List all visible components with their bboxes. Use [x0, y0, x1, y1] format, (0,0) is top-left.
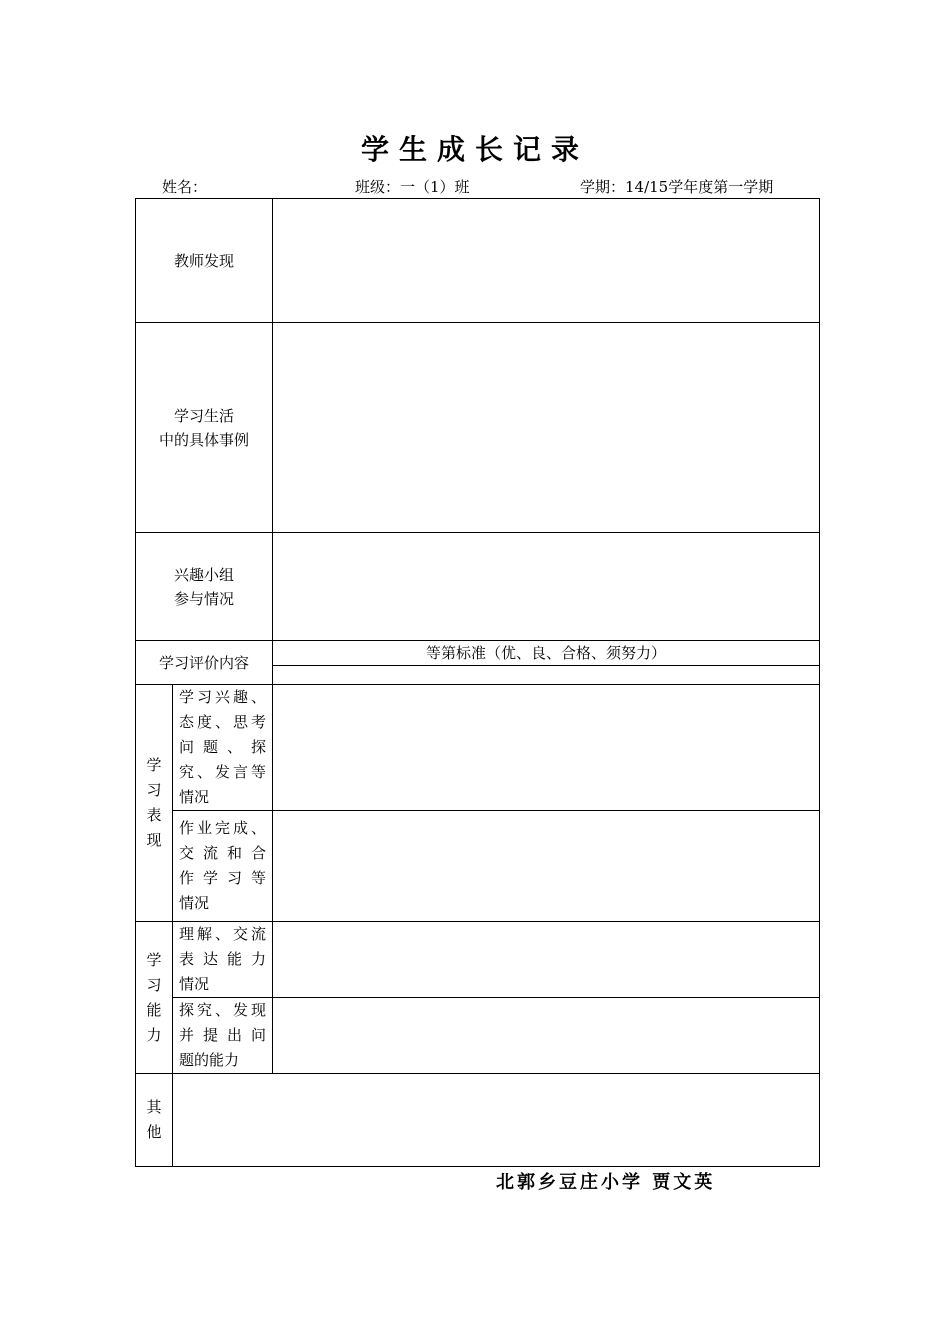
other-label: 其 他 [136, 1074, 173, 1167]
school-signature: 北郭乡豆庄小学 贾文英 [496, 1172, 716, 1193]
ability-inquiry-field[interactable] [273, 998, 820, 1074]
other-field[interactable] [173, 1074, 820, 1167]
study-life-label: 学习生活 中的具体事例 [136, 323, 273, 533]
name-label: 姓名： [162, 178, 208, 196]
teacher-discovery-field[interactable] [273, 199, 820, 323]
performance-item-interest: 学习兴趣、 态度、思考 问 题 、 探 究、发言等 情况 [173, 685, 273, 811]
grade-standard-label: 等第标准（优、良、合格、须努力） [273, 641, 820, 666]
interest-group-label: 兴趣小组 参与情况 [136, 533, 273, 641]
page-title: 学生成长记录 [360, 133, 589, 166]
ability-item-expression: 理解、交流 表 达 能 力 情况 [173, 922, 273, 998]
teacher-discovery-label: 教师发现 [136, 199, 273, 323]
grade-standard-field[interactable] [273, 666, 820, 685]
performance-group-label: 学 习 表 现 [136, 685, 173, 922]
interest-group-field[interactable] [273, 533, 820, 641]
performance-item-homework: 作业完成、 交 流 和 合 作 学 习 等 情况 [173, 811, 273, 922]
ability-group-label: 学 习 能 力 [136, 922, 173, 1074]
eval-content-label: 学习评价内容 [136, 641, 273, 685]
ability-expression-field[interactable] [273, 922, 820, 998]
performance-interest-field[interactable] [273, 685, 820, 811]
class-label: 班级：一（1）班 [355, 178, 470, 196]
performance-homework-field[interactable] [273, 811, 820, 922]
ability-item-inquiry: 探究、发现 并 提 出 问 题的能力 [173, 998, 273, 1074]
growth-record-table [135, 198, 820, 1167]
study-life-field[interactable] [273, 323, 820, 533]
term-label: 学期：14/15学年度第一学期 [580, 178, 774, 196]
